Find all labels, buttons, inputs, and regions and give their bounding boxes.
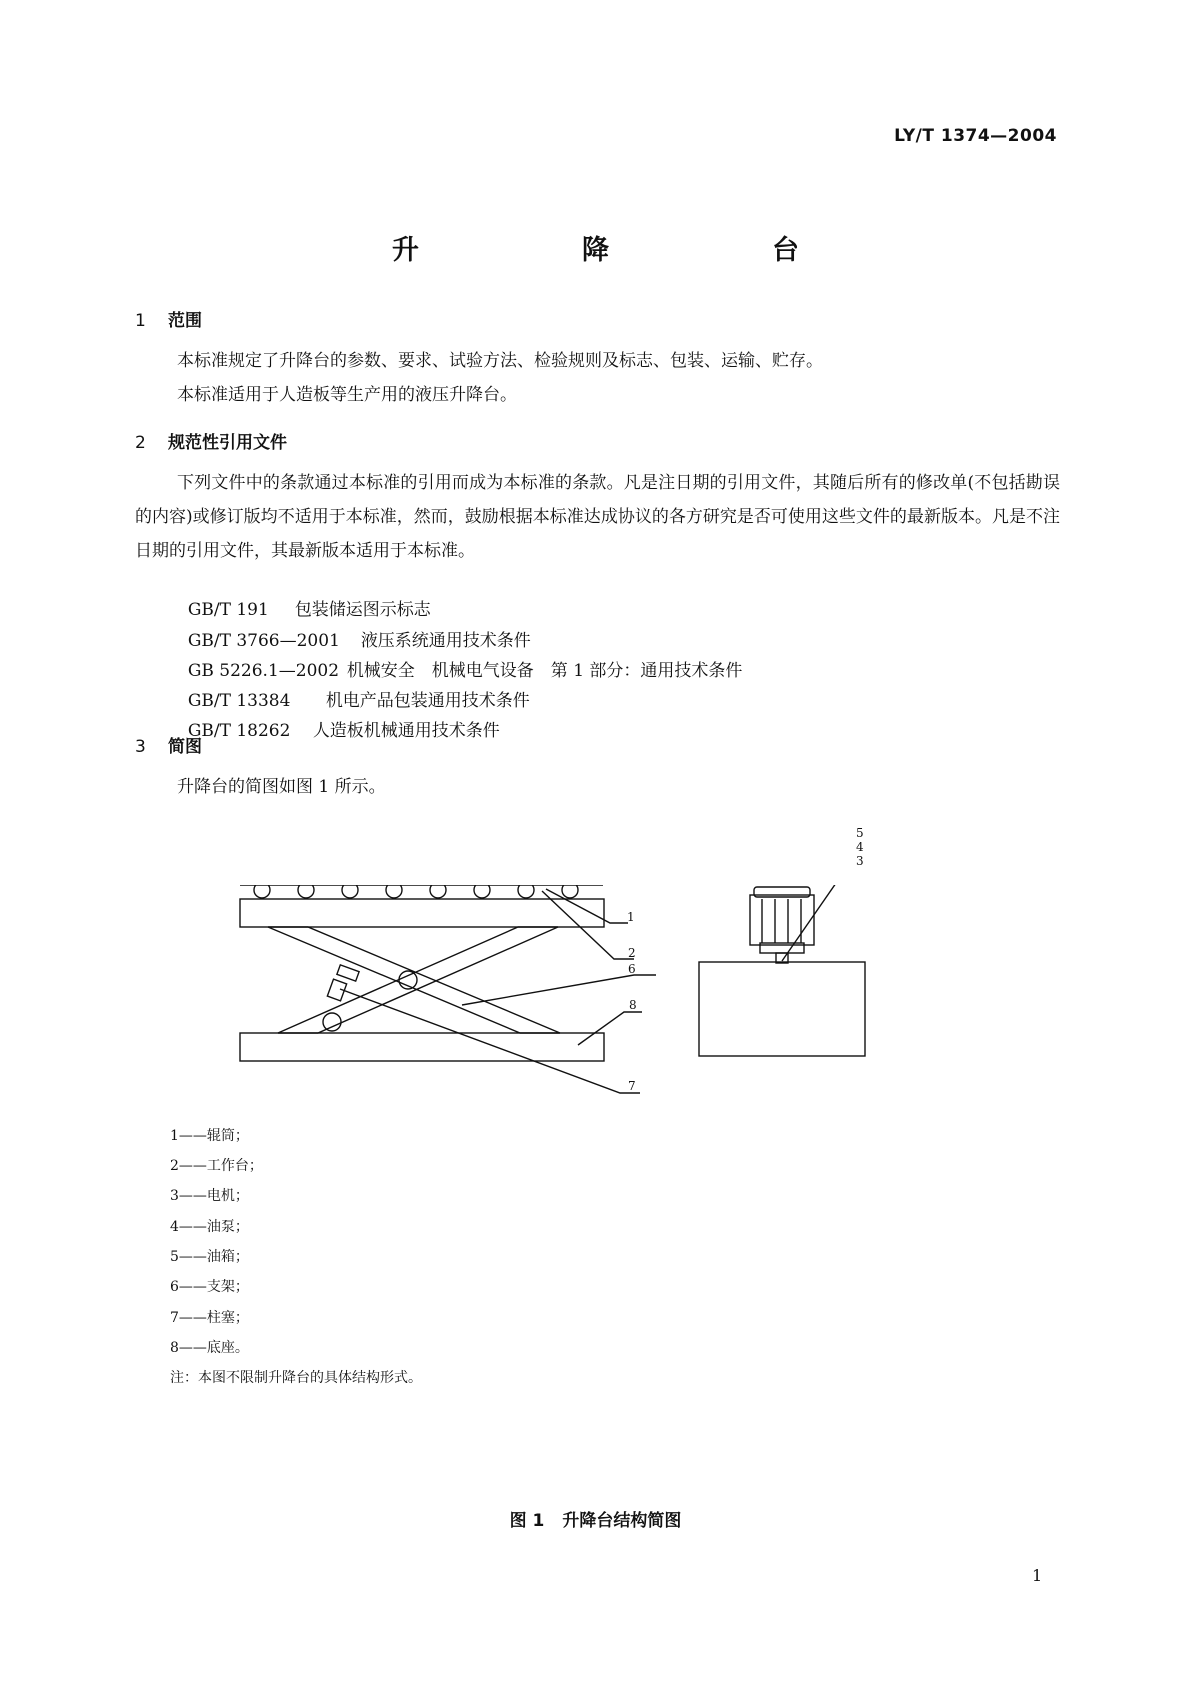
scope-paragraphs xyxy=(135,344,1060,412)
oil-tank xyxy=(699,962,865,1056)
page-number: 1 xyxy=(1032,1566,1043,1585)
paragraph: 本标准规定了升降台的参数、要求、试验方法、检验规则及标志、包装、运输、贮存。 xyxy=(177,351,823,371)
reference-item xyxy=(177,680,500,741)
reference-code: GB 5226.1—2002 xyxy=(187,661,340,681)
section-number: 1 xyxy=(135,311,146,331)
reference-title: 包装储运图示标志 xyxy=(294,600,431,620)
base xyxy=(240,1033,604,1061)
callout-2: 2 xyxy=(628,946,636,960)
figure-label: 图 1 xyxy=(509,1511,545,1531)
section-number: 2 xyxy=(135,433,146,453)
motor-body xyxy=(750,895,814,945)
roller xyxy=(298,885,314,898)
section-heading-diagram xyxy=(135,732,202,757)
leader-line xyxy=(340,989,640,1093)
roller xyxy=(386,885,402,898)
standard-code: LY/T 1374—2004 xyxy=(894,126,1057,146)
legend-item: 8——底座。 xyxy=(170,1340,249,1356)
lifting-table-diagram xyxy=(230,885,920,1130)
stacked-callouts xyxy=(848,825,872,873)
pivot-pin xyxy=(323,1013,341,1031)
reference-item xyxy=(177,559,431,620)
section-heading-scope xyxy=(135,306,202,331)
reference-code: GB/T 191 xyxy=(187,600,269,620)
reference-item xyxy=(177,650,530,711)
reference-title: 机械安全 机械电气设备 第 1 部分：通用技术条件 xyxy=(346,661,743,681)
figure-note: 注：本图不限制升降台的具体结构形式。 xyxy=(170,1370,422,1386)
section-number: 3 xyxy=(135,737,146,757)
references-paragraph xyxy=(135,466,1060,568)
legend-item: 3——电机； xyxy=(170,1188,249,1204)
reference-item xyxy=(177,620,743,681)
reference-title: 人造板机械通用技术条件 xyxy=(312,721,500,741)
figure-caption xyxy=(0,1506,1191,1531)
section-heading-references xyxy=(135,428,287,453)
leader-line xyxy=(462,975,656,1005)
legend-item: 7——柱塞； xyxy=(170,1310,249,1326)
reference-item xyxy=(177,590,531,651)
reference-code: GB/T 3766—2001 xyxy=(187,631,340,651)
callout-3: 3 xyxy=(856,854,864,868)
callout-5: 5 xyxy=(856,826,864,840)
reference-title: 液压系统通用技术条件 xyxy=(360,631,531,651)
document-title: 升 降 台 xyxy=(392,235,867,266)
paragraph: 下列文件中的条款通过本标准的引用而成为本标准的条款。凡是注日期的引用文件，其随后所有的修改单(不包括勘误的内容)或修订版均不适用于本标准，然而，鼓励根据本标准达成协议的各方研究是否可使用这些文件的最新版本。凡是不注日期的引用文件，其最新版本适用于本标准。 xyxy=(135,473,1060,561)
figure-title: 升降台结构简图 xyxy=(562,1511,682,1531)
legend-item: 2——工作台； xyxy=(170,1158,263,1174)
reference-code: GB/T 13384 xyxy=(187,691,291,711)
roller xyxy=(518,885,534,898)
section-title: 简图 xyxy=(168,737,202,757)
paragraph: 升降台的简图如图 1 所示。 xyxy=(177,777,386,797)
callout-1: 1 xyxy=(627,910,635,924)
plunger-cylinder xyxy=(337,965,359,981)
roller xyxy=(562,885,578,898)
scissor-arm xyxy=(278,927,558,1033)
section-title: 范围 xyxy=(168,311,202,331)
callout-8: 8 xyxy=(629,998,637,1012)
roller xyxy=(474,885,490,898)
paragraph: 本标准适用于人造板等生产用的液压升降台。 xyxy=(177,385,517,405)
legend-item: 6——支架； xyxy=(170,1279,249,1295)
roller xyxy=(430,885,446,898)
legend-item: 4——油泵； xyxy=(170,1219,249,1235)
callout-4: 4 xyxy=(856,840,864,854)
section-title: 规范性引用文件 xyxy=(168,433,287,453)
reference-code: GB/T 18262 xyxy=(187,721,291,741)
leader-line xyxy=(578,1012,642,1045)
work-table xyxy=(240,899,604,927)
leader-line xyxy=(542,891,634,959)
callout-7: 7 xyxy=(628,1079,636,1093)
roller xyxy=(254,885,270,898)
legend-item: 1——辊筒； xyxy=(170,1128,249,1144)
diagram-paragraph xyxy=(135,770,1060,804)
callout-6: 6 xyxy=(628,962,636,976)
roller xyxy=(342,885,358,898)
reference-title: 机电产品包装通用技术条件 xyxy=(325,691,530,711)
legend-item: 5——油箱； xyxy=(170,1249,249,1265)
